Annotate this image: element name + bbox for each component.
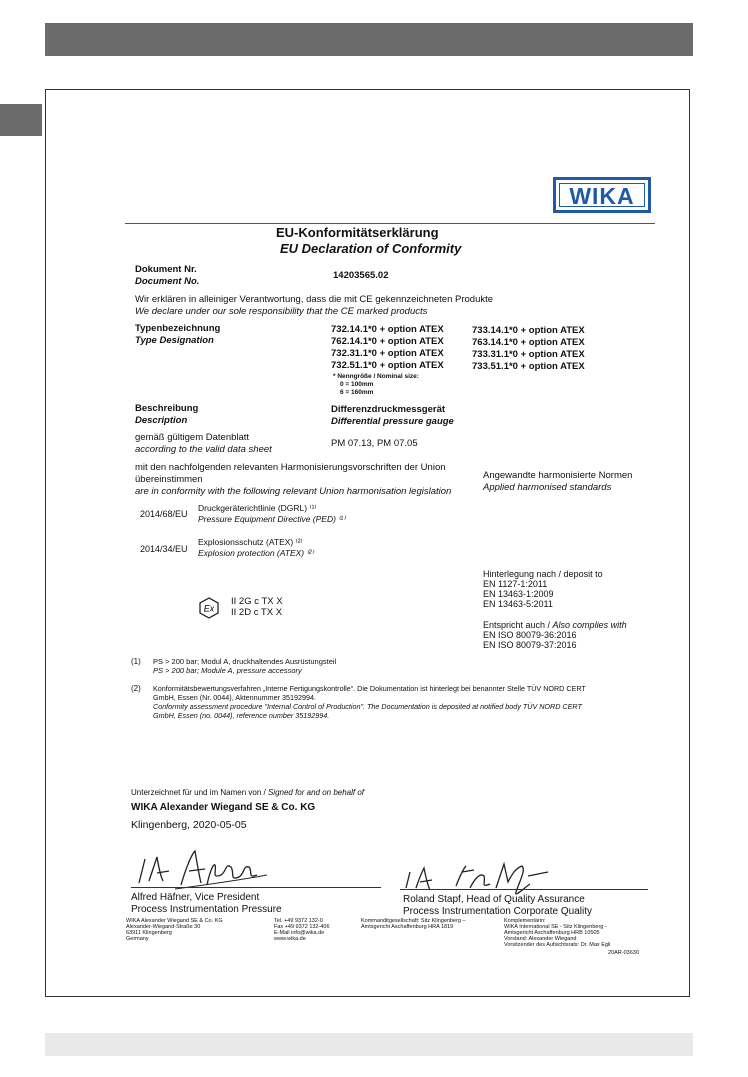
signature-line-1	[131, 887, 381, 888]
directive-ped-de: Druckgeräterichtlinie (DGRL) ⁽¹⁾	[198, 503, 317, 513]
type-label-de: Typenbezeichnung	[135, 323, 221, 334]
footer-website: www.wika.de	[274, 936, 306, 942]
signed-place-date: Klingenberg, 2020-05-05	[131, 819, 247, 831]
atex-marking-gas: II 2G c TX X	[231, 596, 283, 607]
footer-bar	[45, 1033, 693, 1056]
datasheet-value: PM 07.13, PM 07.05	[331, 438, 418, 449]
footer-col1-line3: 63911 Klingenberg	[126, 930, 172, 936]
footer-email: E-Mail info@wika.de	[274, 930, 325, 936]
standard-en-1127: EN 1127-1:2011	[483, 579, 548, 589]
standard-en-13463-5: EN 13463-5:2011	[483, 599, 553, 609]
deposit-title: Hinterlegung nach / deposit to	[483, 569, 603, 579]
footer-col1-line2: Alexander-Wiegand-Straße 30	[126, 924, 201, 930]
footnote-2-de-line2: GmbH, Essen (Nr. 0044), Aktennummer 35192994.	[153, 693, 316, 702]
footer-col1-line4: Germany	[126, 936, 149, 942]
footer-col4-line4: Vorstand: Alexander Wiegand	[504, 936, 577, 942]
signatory-1-name: Alfred Häfner, Vice President	[131, 892, 260, 903]
declaration-de: Wir erklären in alleiniger Verantwortung, dass die mit CE gekennzeichneten Produkte	[135, 294, 494, 305]
document-label-en: Document No.	[135, 276, 200, 287]
type-label-en: Type Designation	[135, 335, 214, 346]
type-col2-row3: 733.31.1*0 + option ATEX	[472, 349, 585, 360]
footer-phone: Tel. +49 9372 132-0	[274, 918, 323, 924]
type-col1-row2: 762.14.1*0 + option ATEX	[331, 336, 444, 347]
signed-for-line	[131, 787, 364, 798]
title-de: EU-Konformitätserklärung	[276, 225, 439, 240]
footer-col3-line2: Amtsgericht Aschaffenburg HRA 1819	[361, 924, 454, 930]
also-complies-de: Entspricht auch /	[483, 620, 553, 630]
conformity-line1-de: mit den nachfolgenden relevanten Harmonisierungsvorschriften der Union	[135, 462, 446, 473]
standard-iso-80079-37: EN ISO 80079-37:2016	[483, 640, 577, 650]
footer-col4-line2: WIKA International SE - Sitz Klingenberg -	[504, 924, 607, 930]
type-col2-row1: 733.14.1*0 + option ATEX	[472, 325, 585, 336]
conformity-line-en: are in conformity with the following relevant Union harmonisation legislation	[135, 486, 452, 497]
standard-en-13463-1: EN 13463-1:2009	[483, 589, 554, 599]
standard-iso-80079-36: EN ISO 80079-36:2016	[483, 630, 577, 640]
atex-marking-dust: II 2D c TX X	[231, 607, 283, 618]
type-col1-row4: 732.51.1*0 + option ATEX	[331, 360, 444, 371]
description-label-de: Beschreibung	[135, 403, 199, 414]
type-col1-row3: 732.31.1*0 + option ATEX	[331, 348, 444, 359]
document-label-de: Dokument Nr.	[135, 264, 197, 275]
signed-for-de: Unterzeichnet für und im Namen von /	[131, 788, 268, 797]
directive-atex-de: Explosionsschutz (ATEX) ⁽²⁾	[198, 537, 303, 547]
directive-atex-code: 2014/34/EU	[140, 544, 188, 554]
type-col2-row2: 763.14.1*0 + option ATEX	[472, 337, 585, 348]
footer-col4-line3: Amtsgericht Aschaffenburg HRB 10505	[504, 930, 600, 936]
standards-label-de: Angewandte harmonisierte Normen	[483, 470, 633, 481]
type-col1-row1: 732.14.1*0 + option ATEX	[331, 324, 444, 335]
footer-col4-line5: Vorsitzender des Aufsichtsrats: Dr. Max Egli	[504, 942, 611, 948]
declaration-en: We declare under our sole responsibility that the CE marked products	[135, 306, 428, 317]
directive-ped-en: Pressure Equipment Directive (PED) ⁽¹⁾	[198, 514, 346, 524]
description-value-en: Differential pressure gauge	[331, 416, 454, 427]
also-complies-en: Also complies with	[552, 620, 627, 630]
ex-symbol-text: Ex	[203, 603, 215, 614]
footnote-1-de: PS > 200 bar; Modul A, druckhaltendes Ausrüstungsteil	[153, 657, 337, 666]
wika-logo-text: WIKA	[559, 183, 645, 207]
footnote-1-en: PS > 200 bar; Module A, pressure accessory	[153, 666, 302, 675]
signatory-2-name: Roland Stapf, Head of Quality Assurance	[403, 894, 585, 905]
directive-atex-en: Explosion protection (ATEX) ⁽²⁾	[198, 548, 314, 558]
type-col2-row4: 733.51.1*0 + option ATEX	[472, 361, 585, 372]
footer-col1-line1: WIKA Alexander Wiegand SE & Co. KG	[126, 918, 223, 924]
signed-for-en: Signed for and on behalf of	[267, 788, 365, 797]
signature-haefner	[135, 845, 275, 893]
signature-line-2	[400, 889, 648, 890]
signatory-1-role: Process Instrumentation Pressure	[131, 904, 282, 915]
signed-company: WIKA Alexander Wiegand SE & Co. KG	[131, 802, 316, 813]
description-value-de: Differenzdruckmessgerät	[331, 404, 446, 415]
footnote-2-en-line2: GmbH, Essen (no. 0044), reference number 35192994.	[153, 711, 330, 720]
conformity-line2-de: übereinstimmen	[135, 474, 203, 485]
nominal-size-2: 6 = 160mm	[340, 389, 374, 396]
nominal-size-title: * Nenngröße / Nominal size:	[333, 373, 419, 380]
signature-stapf	[400, 858, 560, 898]
ex-hexagon-icon	[198, 597, 220, 619]
header-rule	[125, 223, 655, 224]
title-en: EU Declaration of Conformity	[280, 241, 462, 256]
footer-fax: Fax +49 9372 132-406	[274, 924, 330, 930]
datasheet-label-en: according to the valid data sheet	[135, 444, 272, 455]
footnote-2-en-line1: Conformity assessment procedure "Internal Control of Production". The Documentation is deposited at notified body TÜV NORD CERT	[153, 702, 582, 711]
description-label-en: Description	[135, 415, 188, 426]
datasheet-label-de: gemäß gültigem Datenblatt	[135, 432, 250, 443]
wika-logo	[553, 177, 651, 213]
footnote-1-marker: (1)	[131, 657, 141, 666]
footer-col3-line1: Kommanditgesellschaft: Sitz Klingenberg –	[361, 918, 466, 924]
header-bar	[45, 23, 693, 56]
footnote-2-de-line1: Konformitätsbewertungsverfahren „Interne Fertigungskontrolle“. Die Dokumentation ist hinterlegt bei benannter Stelle TÜV NORD CERT	[153, 684, 586, 693]
document-number: 14203565.02	[333, 270, 389, 281]
signatory-2-role: Process Instrumentation Corporate Quality	[403, 906, 592, 917]
footer-reference: 20AR-03630	[608, 950, 639, 956]
chapter-tab	[0, 104, 42, 136]
footer-col4-line1: Komplementärin:	[504, 918, 546, 924]
nominal-size-1: 0 = 100mm	[340, 381, 374, 388]
standards-label-en: Applied harmonised standards	[483, 482, 612, 493]
directive-ped-code: 2014/68/EU	[140, 509, 188, 519]
footnote-2-marker: (2)	[131, 684, 141, 693]
